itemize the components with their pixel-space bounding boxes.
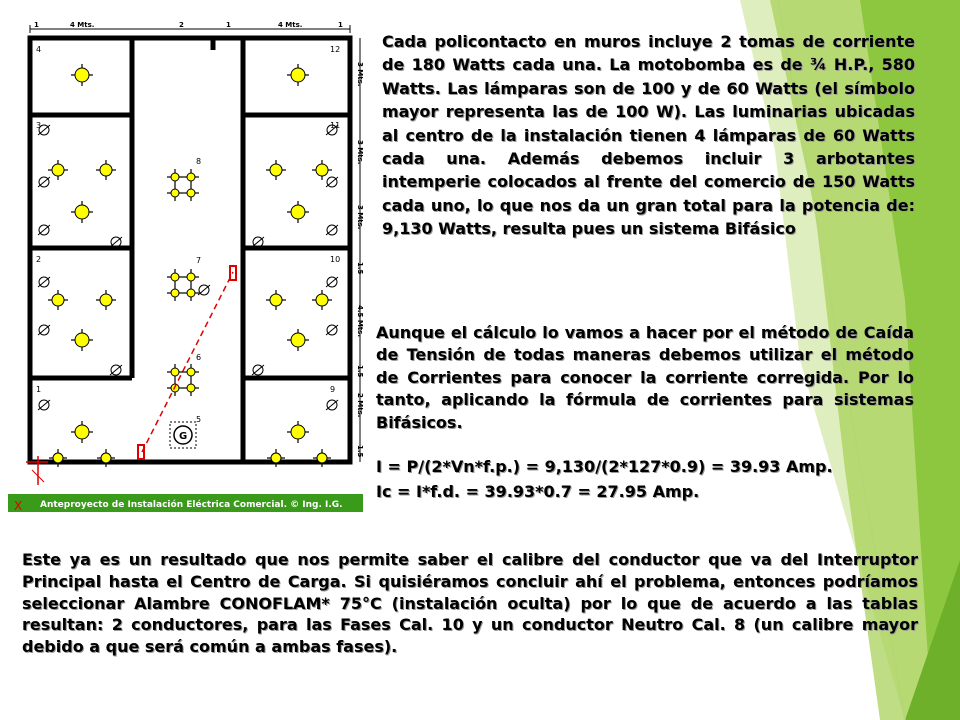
luminaire-cluster-icon	[167, 169, 199, 201]
lamp-icon	[312, 290, 332, 310]
side-dim-8: 1.5	[356, 445, 364, 458]
outlet-icon	[326, 225, 338, 235]
lamp-icon	[287, 201, 309, 223]
lamp-icon	[287, 421, 309, 443]
room-number: 5	[196, 415, 202, 424]
top-dimension-labels	[34, 21, 343, 29]
top-dim-6: 1	[338, 21, 343, 29]
outlet-icon	[38, 325, 50, 335]
room-number: 12	[330, 45, 341, 54]
paragraph-current-method: Aunque el cálculo lo vamos a hacer por el método de Caída de Tensión de todas maneras debemos utilizar el método de Corrientes para conocer la corriente corregida. Por lo tanto, aplicando la fórmula de corrientes para sistemas Bifásicos.	[376, 323, 914, 432]
outlet-icon	[38, 177, 50, 187]
lamp-icon	[167, 364, 183, 380]
luminaire-cluster-icon	[167, 269, 199, 301]
side-dim-1: 3 Mts.	[356, 62, 364, 87]
lamp-icon	[312, 160, 332, 180]
outlet-icon	[38, 277, 50, 287]
lamp-icon	[167, 269, 183, 285]
lamp-icon	[96, 160, 116, 180]
lamp-icon	[167, 169, 183, 185]
lamp-icon	[183, 185, 199, 201]
paragraph-power-description: Cada policontacto en muros incluye 2 tomas de corriente de 180 Watts cada una. La motobomba es de ¾ H.P., 580 Watts. Las lámparas son de 100 y de 60 Watts (el símbolo mayor representa las de 100 W). Las luminarias ubicadas al centro de la instalación tienen 4 lámparas de 60 Watts cada una. Además debemos incluir 3 arbotantes intemperie colocados al frente del comercio de 150 Watts cada uno, lo que nos da un gran total para la potencia de: 9,130 Watts, resulta pues un sistema Bifásico	[382, 32, 915, 239]
outlet-icon	[326, 177, 338, 187]
room-number: 6	[196, 353, 202, 362]
lamp-icon	[71, 329, 93, 351]
side-dim-7: 2 Mts.	[356, 393, 364, 418]
paragraph-conductor-conclusion: Este ya es un resultado que nos permite saber el calibre del conductor que va del Interruptor Principal hasta el Centro de Carga. Si quisiéramos concluir ahí el problema, entonces podríamos seleccionar Alambre CONOFLAM* 75°C (instalación oculta) por lo que de acuerdo a las tablas resultan: 2 conductores, para las Fases Cal. 10 y un conductor Neutro Cal. 8 (un calibre mayor debido a que será común a ambas fases).	[22, 550, 918, 657]
top-dim-1: 1	[34, 21, 39, 29]
room-number: 11	[330, 121, 341, 130]
outlet-icon	[38, 225, 50, 235]
lamp-icon	[71, 201, 93, 223]
room-number: 1	[36, 385, 42, 394]
lamp-icon	[287, 329, 309, 351]
side-dim-3: 3 Mts.	[356, 205, 364, 230]
formula-corrected-current: Ic = I*f.d. = 39.93*0.7 = 27.95 Amp.	[376, 482, 700, 501]
lamp-icon	[48, 290, 68, 310]
outlet-icon	[198, 285, 210, 295]
room-number: 10	[330, 255, 341, 264]
room-number: 3	[36, 121, 42, 130]
outlet-icon	[326, 325, 338, 335]
outlet-icon	[252, 365, 264, 375]
svg-text:X: X	[14, 499, 23, 513]
side-dim-6: 1.5	[356, 365, 364, 378]
lamp-icon	[71, 64, 93, 86]
lamp-icon	[183, 380, 199, 396]
lamp-icon	[183, 169, 199, 185]
lamp-icon	[96, 290, 116, 310]
side-dim-2: 3 Mts.	[356, 140, 364, 165]
outlet-icon	[38, 400, 50, 410]
plan-banner	[8, 494, 363, 513]
luminaire-cluster-icon	[167, 364, 199, 396]
lamp-icon	[71, 421, 93, 443]
central-luminaires	[167, 169, 202, 396]
plan-banner-text: Anteproyecto de Instalación Eléctrica Comercial. © Ing. I.G.	[40, 500, 343, 510]
top-dim-5: 4 Mts.	[278, 21, 303, 29]
lamp-symbols	[48, 64, 332, 467]
outlet-icon	[110, 365, 122, 375]
lamp-icon	[48, 160, 68, 180]
room-number: 8	[196, 157, 202, 166]
room-number: 2	[36, 255, 42, 264]
lamp-icon	[266, 290, 286, 310]
outlet-icon	[326, 400, 338, 410]
lamp-icon	[167, 185, 183, 201]
lamp-icon	[183, 285, 199, 301]
outlet-icon	[326, 277, 338, 287]
floor-plan	[8, 20, 363, 515]
formula-current: I = P/(2*Vn*f.p.) = 9,130/(2*127*0.9) = 39.93 Amp.	[376, 457, 833, 476]
room-number: 9	[330, 385, 336, 394]
side-dim-5: 4.5 Mts.	[356, 305, 364, 337]
room-numbers	[36, 45, 340, 424]
room-number: 7	[196, 256, 202, 265]
top-dim-4: 1	[226, 21, 231, 29]
lamp-icon	[287, 64, 309, 86]
top-dim-2: 4 Mts.	[70, 21, 95, 29]
room-number: 4	[36, 45, 42, 54]
side-dim-4: 1.5	[356, 262, 364, 275]
lamp-icon	[183, 269, 199, 285]
outlet-icon	[38, 125, 50, 135]
svg-text:G: G	[179, 431, 188, 442]
top-dim-3: 2	[179, 21, 184, 29]
load-center-symbol	[170, 422, 196, 448]
lamp-icon	[266, 160, 286, 180]
lamp-icon	[167, 285, 183, 301]
